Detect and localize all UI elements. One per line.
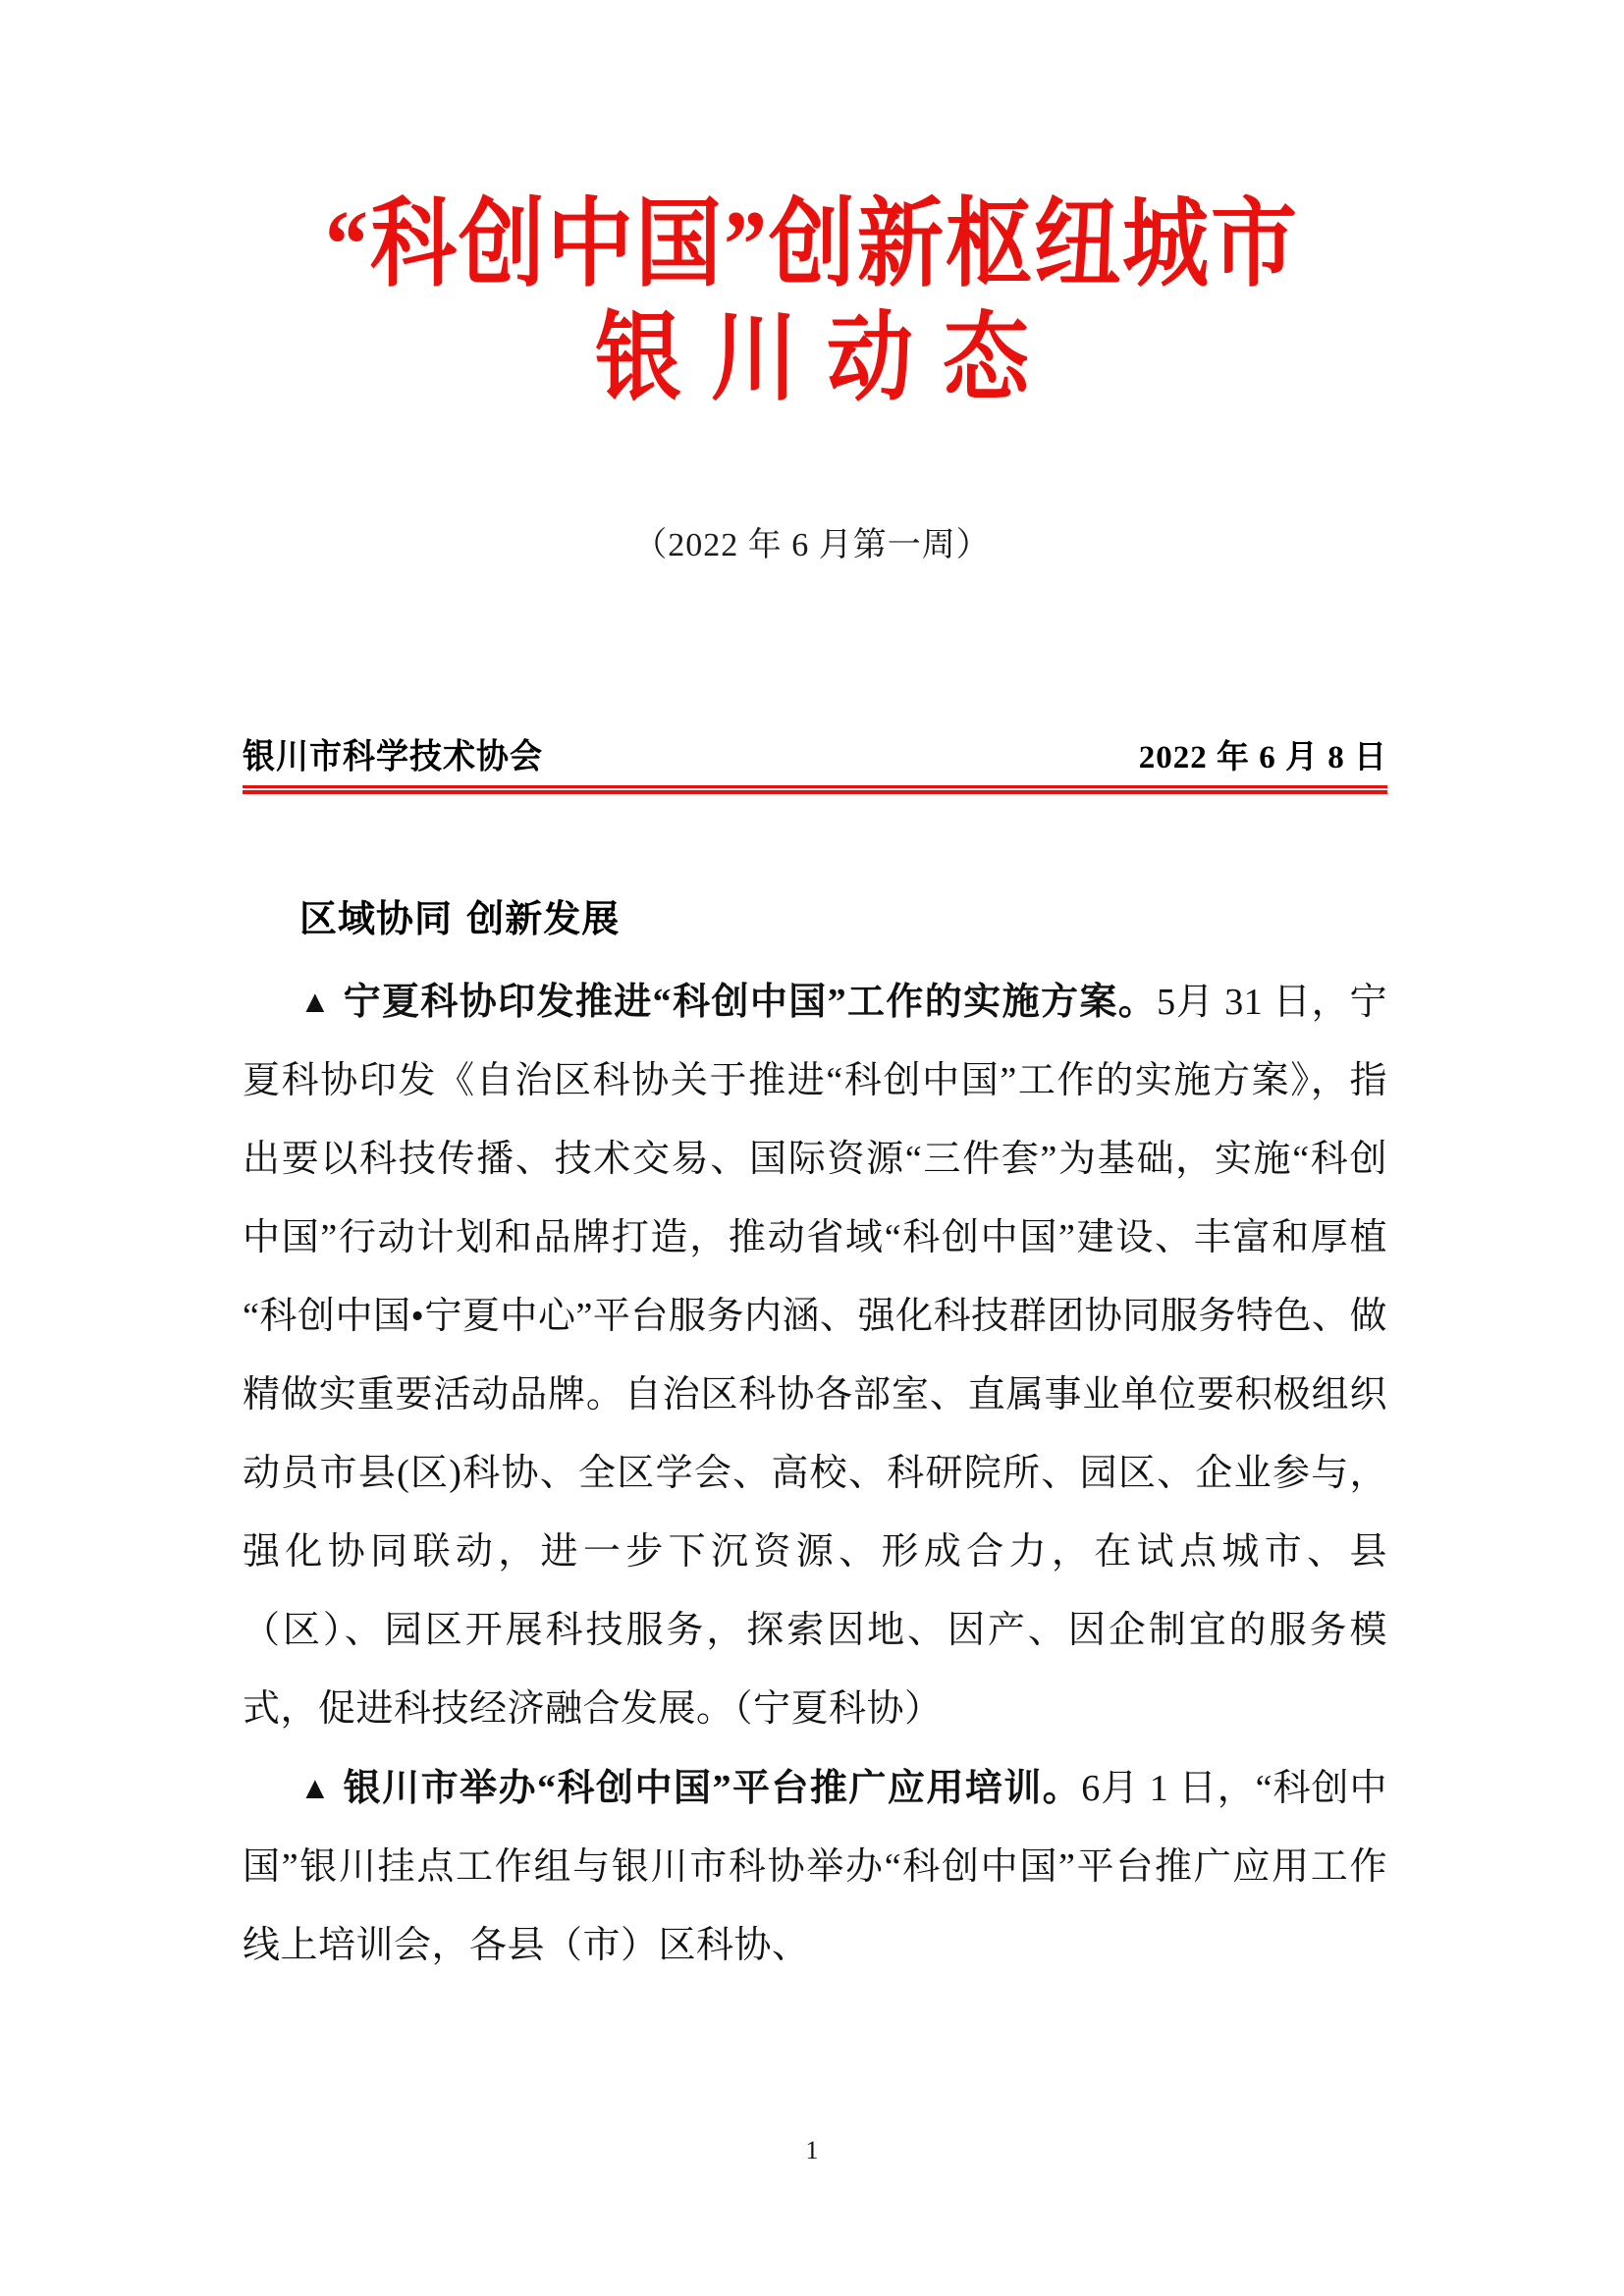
header-bar [243,735,1387,777]
masthead [0,187,1624,413]
article-lead-in [243,982,1157,1023]
divider-line-bottom [243,790,1387,794]
publishing-organization: 银川市科学技术协会 [243,735,543,776]
header-divider-rule [243,785,1387,794]
masthead-title-line-1: “科创中国”创新枢纽城市 [324,191,1299,299]
article-paragraph [243,1748,1387,1985]
publication-date: 2022 年 6 月 8 日 [1138,740,1387,775]
page-number: 1 [805,2136,819,2164]
triangle-bullet-icon: ▲ [299,1770,332,1805]
triangle-bullet-icon: ▲ [299,984,332,1019]
article-body: 5月 31 日，宁夏科协印发《自治区科协关于推进“科创中国”工作的实施方案》，指出要以科技传播、技术交易、国际资源“三件套”为基础，实施“科创中国”行动计划和品牌打造，推动省域“科创中国”建设、丰富和厚植“科创中国•宁夏中心”平台服务内涵、强化科技群团协同服务特色、做精做实重要活动品牌。自治区科协各部室、直属事业单位要积极组织动员市县(区)科协、全区学会、高校、科研院所、园区、企业参与，强化协同联动，进一步下沉资源、形成合力，在试点城市、县（区）、园区开展科技服务，探索因地、因产、因企制宜的服务模式，促进科技经济融合发展。（宁夏科协） [243,982,1387,1730]
article-lead-in [243,1768,1081,1809]
article-title: 银川市举办“科创中国”平台推广应用培训。 [343,1768,1082,1809]
article-body: 6月 1 日，“科创中国”银川挂点工作组与银川市科协举办“科创中国”平台推广应用工作线上培训会，各县（市）区科协、 [243,1768,1387,1966]
masthead-title-line-2: 银川动态 [594,305,1058,413]
article-paragraph [243,962,1387,1748]
section-heading: 区域协同 创新发展 [299,897,621,940]
article-title: 宁夏科协印发推进“科创中国”工作的实施方案。 [343,982,1158,1023]
body-column [243,891,1387,1985]
issue-subtitle: （2022 年 6 月第一周） [633,527,991,563]
